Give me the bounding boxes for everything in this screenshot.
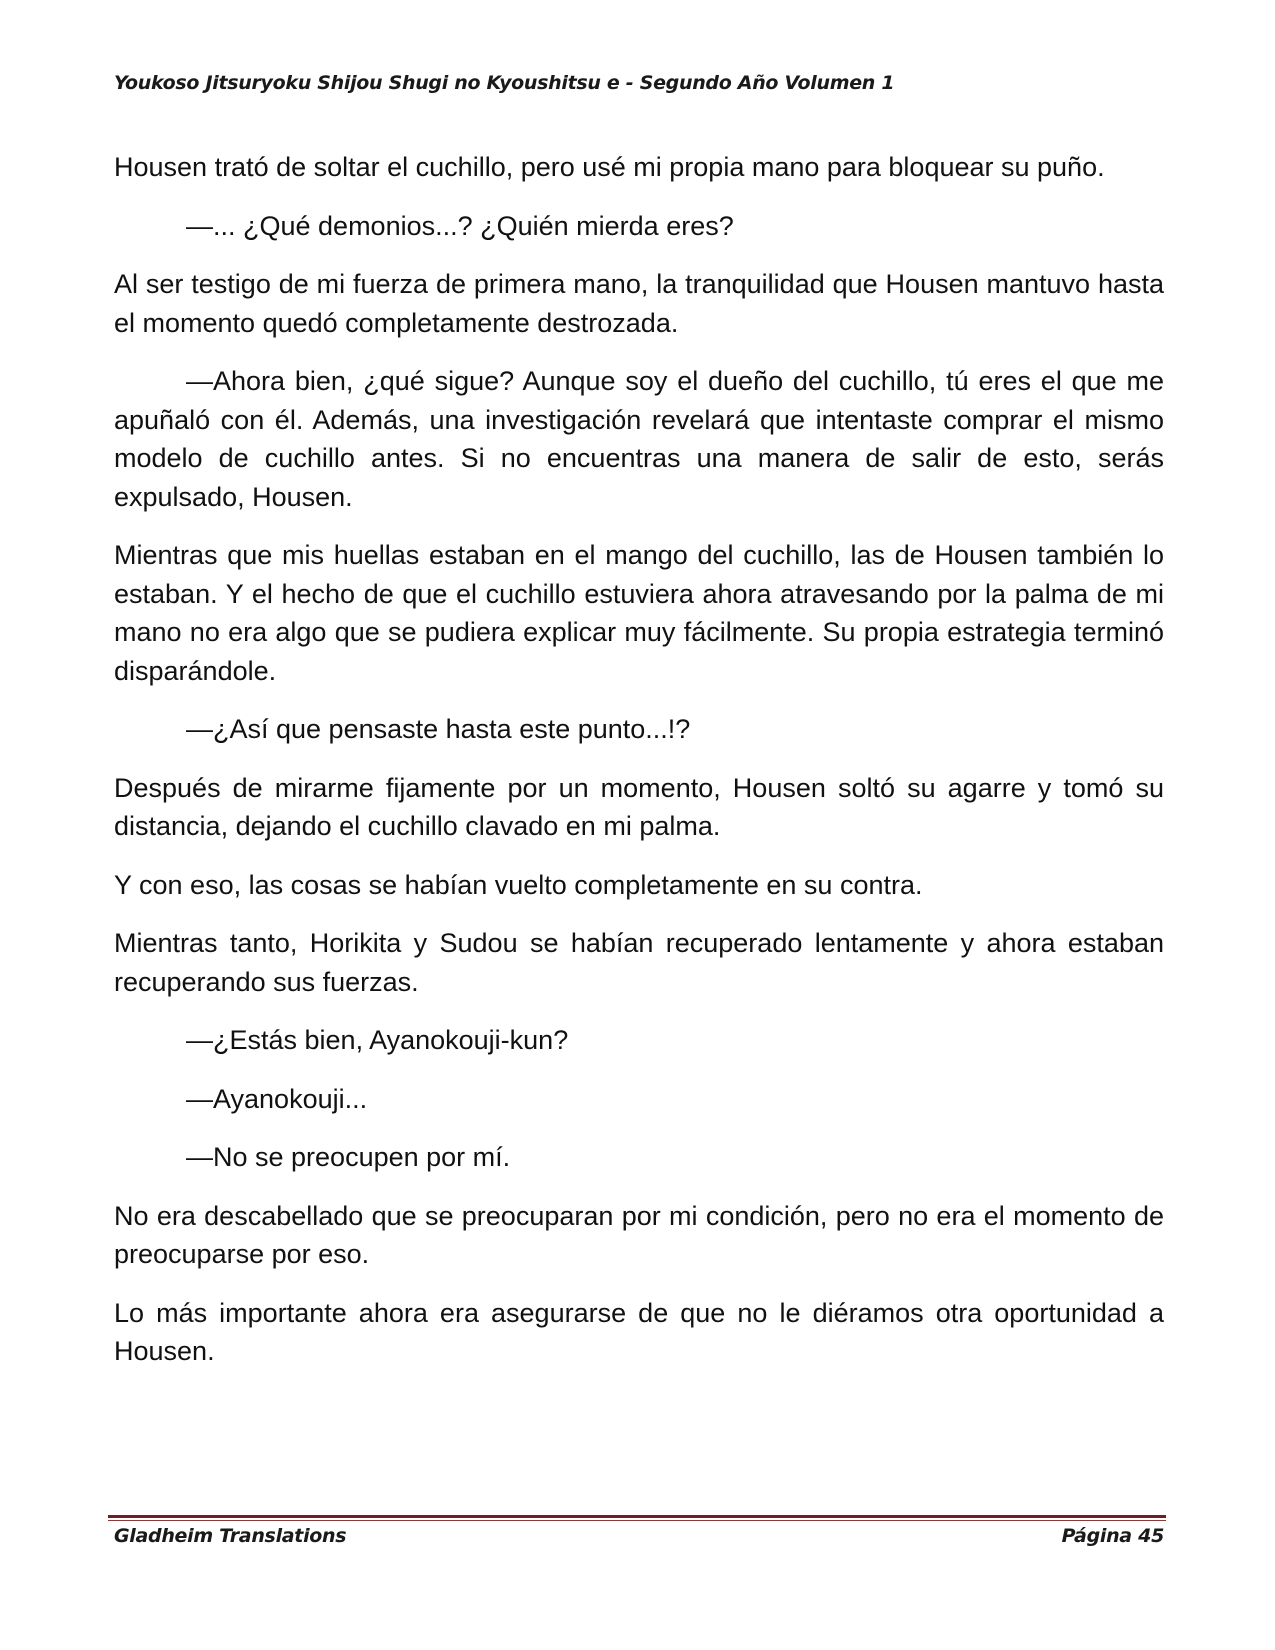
paragraph: Housen trató de soltar el cuchillo, pero usé mi propia mano para bloquear su puño. (114, 152, 1105, 182)
footer-divider (108, 1515, 1166, 1518)
document-body (114, 148, 1164, 1391)
dialogue-line: —... ¿Qué demonios...? ¿Quién mierda eres? (186, 210, 734, 241)
page-header-title: Youkoso Jitsuryoku Shijou Shugi no Kyoushitsu e - Segundo Año Volumen 1 (114, 72, 895, 94)
paragraph: Mientras que mis huellas estaban en el mango del cuchillo, las de Housen también lo estaban. Y el hecho de que el cuchillo estuviera ahora atravesando por la palma de mi mano no era algo que se pudiera explicar muy fácilmente. Su propia estrategia terminó disparándole. (114, 540, 1164, 686)
footer-divider-thin (108, 1520, 1166, 1521)
dialogue-line: —¿Así que pensaste hasta este punto...!? (186, 714, 691, 744)
paragraph: Lo más importante ahora era asegurarse de que no le diéramos otra oportunidad a Housen. (114, 1297, 1164, 1366)
dialogue-line: —No se preocupen por mí. (186, 1142, 511, 1172)
dialogue-line: —¿Estás bien, Ayanokouji-kun? (186, 1025, 569, 1055)
paragraph: Al ser testigo de mi fuerza de primera mano, la tranquilidad que Housen mantuvo hasta el momento quedó completamente destrozada. (114, 269, 1164, 338)
paragraph: Después de mirarme fijamente por un momento, Housen soltó su agarre y tomó su distancia, dejando el cuchillo clavado en mi palma. (114, 772, 1164, 841)
footer-credit: Gladheim Translations (114, 1525, 347, 1547)
paragraph: Mientras tanto, Horikita y Sudou se habían recuperado lentamente y ahora estaban recuperando sus fuerzas. (114, 928, 1164, 997)
dialogue-paragraph: —Ahora bien, ¿qué sigue? Aunque soy el dueño del cuchillo, tú eres el que me apuñaló con él. Además, una investigación revelará que intentaste comprar el mismo modelo de cuchillo antes. Si no encuentras una manera de salir de esto, serás expulsado, Housen. (114, 366, 1164, 512)
page-number: Página 45 (1061, 1525, 1164, 1547)
paragraph: No era descabellado que se preocuparan por mi condición, pero no era el momento de preocuparse por eso. (114, 1200, 1164, 1269)
paragraph: Y con eso, las cosas se habían vuelto completamente en su contra. (114, 869, 923, 900)
dialogue-line: —Ayanokouji... (186, 1083, 368, 1114)
